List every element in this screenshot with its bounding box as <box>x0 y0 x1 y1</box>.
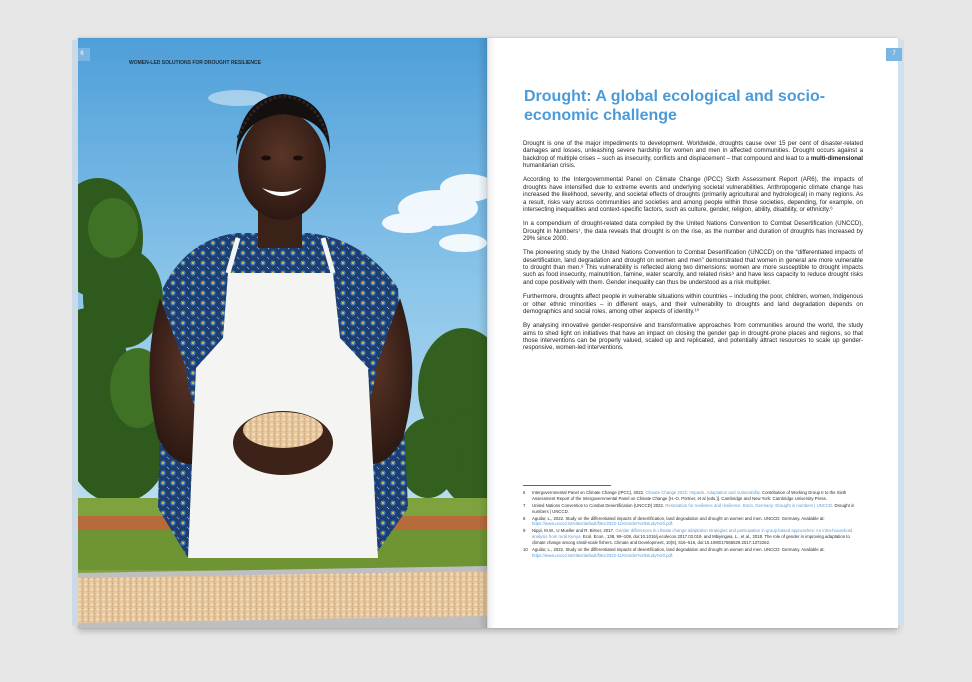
right-page <box>487 38 898 628</box>
footnote-link[interactable]: https://www.unccd.int/sites/default/files/2022-11/Gender%20study%20.pdf <box>532 521 673 527</box>
footnote: 6 Intergovernmental Panel on Climate Change (IPCC), 2022. Climate Change 2022: Impacts, Adaptation and Vulnerability. Contribution of Working Group II to the Sixth Assessment Report of the Intergovernmental Panel on Climate Change [H.-O. Pörtner, et al (eds.)]. Cambridge and New York: Cambridge University Press. <box>523 490 847 501</box>
article-title: Drought: A global ecological and socio-economic challenge <box>524 88 826 124</box>
magazine-spread <box>78 38 898 628</box>
paragraph-5: Furthermore, droughts affect people in vulnerable situations within countries – including the poor, children, women, Indigenous or other ethnic minorities – in different ways, and their vulnerability to droughts and land degradation depends on demographics and social roles, among other aspects of identity.¹⁰ <box>523 293 863 315</box>
paragraph-4: The pioneering study by the United Nations Convention to Combat Desertification (UNCCD) on the “differentiated impacts of desertification, land degradation and drought on women and men” demonstrated that women in general are more vulnerable to drought than men.⁸ This vulnerability is reflected along two dimensions: women are more susceptible to drought impacts such as food insecurity, malnutrition, famine, water scarcity, and related risks⁹ and have less capacity to reduce drought risks and cope positively with them. Gender inequality can thus be understood as a risk multiplier. <box>523 249 863 286</box>
paragraph-6: By analysing innovative gender-responsive and transformative approaches from communities around the world, the study aims to shed light on initiatives that have an impact on closing the gender gap in drought-prone places and regions, so that those interventions can be properly valued, scaled up and replicated, and potentially attract resources to scale up gender-responsive, women-led interventions. <box>523 322 863 352</box>
header-line-3: WOMEN-LED SOLUTIONS FOR DROUGHT RESILIENCE <box>129 60 261 66</box>
footnote-link[interactable]: Climate Change 2022: Impacts, Adaptation and Vulnerability. <box>645 490 761 495</box>
header-line-2: SUMMARY FOR POLICY MAKERS <box>129 54 209 60</box>
header-line-1: UNCCD | 2024 <box>129 48 165 54</box>
footnote: 9 Nippi, M.W., U Mueller and R. Birner, 2017. Gender differences in climate change adaptation strategies and participation in group-based approaches: An intra-household analysis from rural Kenya. Ecol. Econ., 138, 99–108, doi:10.1016/j.ecolecon.2017.03.019. and Mbiyingwa, L., et al., 2018. The role of gender in improving adaptation to climate change among small-scale fishers. Climate and Development, 10(6), 516–516, doi:10.1080/17565529.2017.1372262. <box>523 528 853 545</box>
paragraph-2: According to the Intergovernmental Panel on Climate Change (IPCC) Sixth Assessment Report (AR6), the impacts of droughts have intensified due to extreme events and underlying societal vulnerabilities. Anthropogenic climate change has increased the likelihood, severity, and societal effects of droughts (primarily agricultural and hydrological) in many regions. As a result, risks vary across communities and societies and among people within those societies, depending, for example, on intersecting inequalities and context-specific factors, such as culture, gender, religion, ability, disability, or ethnicity.⁶ <box>523 176 863 214</box>
article-body <box>523 140 863 359</box>
photo-woman-holding-grain <box>78 38 487 628</box>
footnote-link[interactable]: Restoration for resilience and resilience. Bonn, Germany: Drought in numbers | UNCCD. <box>665 502 834 508</box>
footnote: 8 Aguilar, L., 2022. Study on the differentiated impacts of desertification, land degradation and drought on women and men. UNCCD: Germany. Available at: https://www.unccd.int/sites/default/files/2022-11/Gender%20study%20.pdf. <box>523 515 825 527</box>
footnote-divider <box>523 485 611 486</box>
footnote: 10 Aguilar, L., 2022. Study on the differentiated impacts of desertification, land degradation and drought on women and men. UNCCD: Germany. Available at: https://www.unccd.int/sites/default/files/2022-11/Gender%20study%20.pdf. <box>523 546 825 558</box>
left-page <box>78 38 487 628</box>
spine-gutter <box>478 38 496 628</box>
page-number-left: 6 <box>78 48 90 61</box>
running-header <box>129 48 261 66</box>
footnote: 7 United Nations Convention to Combat Desertification (UNCCD) 2022. Restoration for resilience and resilience. Bonn, Germany: Drought in numbers | UNCCD. Drought in numbers | UNCCD. <box>523 502 855 514</box>
footnotes <box>523 490 863 560</box>
footnote-link[interactable]: https://www.unccd.int/sites/default/files/2022-11/Gender%20study%20.pdf <box>532 552 673 558</box>
page-number-right: 7 <box>886 48 902 61</box>
paragraph-1: Drought is one of the major impediments to development. Worldwide, droughts cause over 15 per cent of disaster-related damages and losses, unleashing severe hardship for women and men in affected communities. Drought occurs against a backdrop of multiple crises – such as insecurity, conflicts and displacement – that compound and lead to a multi-dimensional humanitarian crisis. <box>523 140 863 170</box>
footnote-link[interactable]: Gender differences in climate change adaptation strategies and participation in group-based approaches: An intra-household analysis from rural Kenya. <box>532 528 853 540</box>
paragraph-3: In a compendium of drought-related data compiled by the United Nations Convention to Combat Desertification (UNCCD), Drought in Numbers⁷, the data reveals that drought is on the rise, as the number and duration of droughts has increased by 29% since 2000. <box>523 220 863 243</box>
page-edge-right <box>898 40 904 626</box>
